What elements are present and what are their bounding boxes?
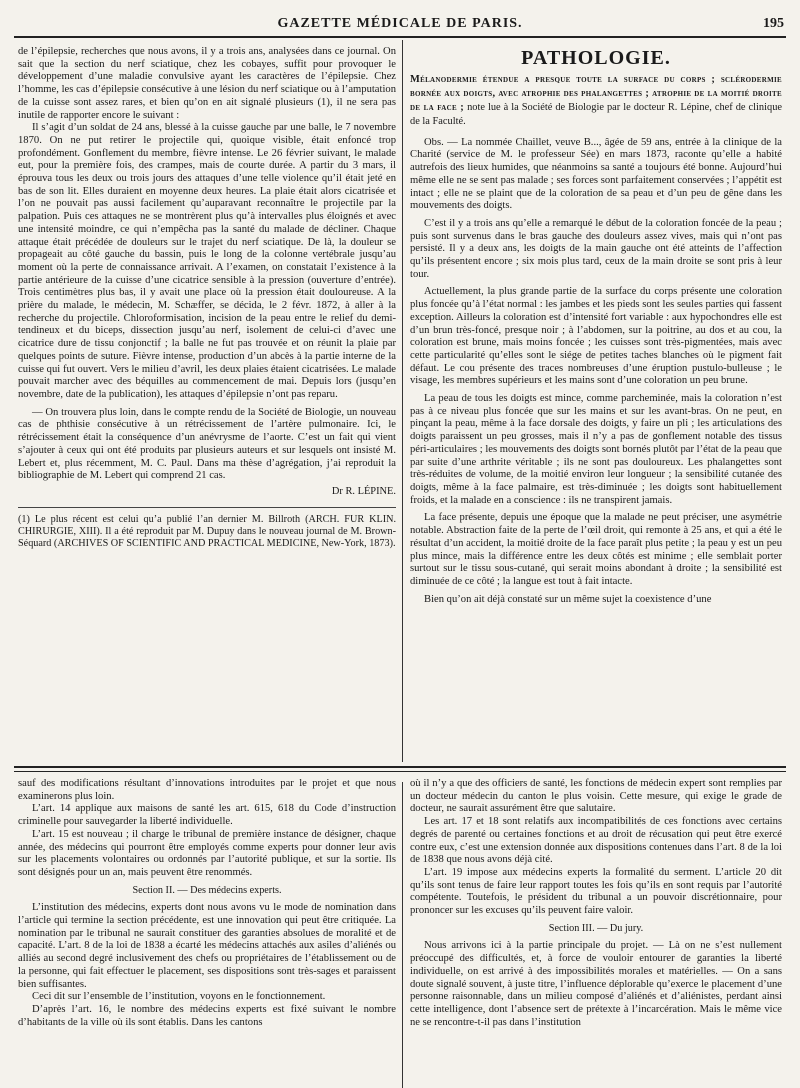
section-heading: Section III. — Du jury. <box>548 922 644 934</box>
paragraph: La peau de tous les doigts est mince, comme parcheminée, mais la coloration n’est pas à ce niveau plus foncée que sur les mains et sur les avant-bras. On ne peut, en pinçant la peau, même à la face dorsale des doigts, y faire un pli ; les articulations des doigts paraissent un peu grosses, mais il n’y a pas de gonflement notable des tissus péri-articulaires ; les mouvements des doigts sont bornés plutôt par l’état de la peau que par suite d’une arthrite véritable ; ils ne sont pas douloureux. Les phalangettes sont très-réduites de volume, de la moitié environ leur longueur ; la sensibilité cutanée des doigts, même à la face palmaire, est très-diminuée ; les doigts sont habituellement froids, et la malade en a conscience : ils ne transpirent jamais. <box>410 393 782 506</box>
paragraph: Actuellement, la plus grande partie de la surface du corps présente une coloration plus foncée qu’à l’état normal : les jambes et les pieds sont les seules parties qui fassent exception. Ailleurs la coloration est d’intensité fort variable : aux hypochondres elle est d’un brun très-foncé, presque noir ; à l’abdomen, sur la poitrine, au dos et au cou, la coloration est brune, mais moins foncée ; les cuisses sont très-pigmentées, mais avec cette particularité qu’elles sont le siége de petites taches blanches où le pigment fait défaut. Le cou présente des traces nombreuses d’une éruption pustulo-bulleuse ; le visage, les membres supérieurs et les mains sont d’une coloration un peu brune. <box>410 286 782 387</box>
column-right-bottom <box>410 778 782 1088</box>
paragraph: — On trouvera plus loin, dans le compte rendu de la Société de Biologie, un nouveau cas de phthisie consécutive à un rétrécissement de l’artère pulmonaire. Ici, le rétrécissement était la conséquence d’un anévrysme de l’aorte. C’est un fait qui vient s’ajouter à ceux qui ont été produits par plusieurs auteurs et sur lesquels ont insisté M. Lebert et, plus récemment, M. C. Paul. Dans ma thèse d’agrégation, j’ai reproduit la bibliographie de M. Lebert qui comprend 21 cas. <box>18 406 396 482</box>
paragraph: où il n’y a que des officiers de santé, les fonctions de médecin expert sont remplies par un docteur médecin du canton le plus voisin. Cette mesure, qui exige le grade de docteur, ne saurait assurément être que salutaire. <box>410 778 782 815</box>
paragraph: C’est il y a trois ans qu’elle a remarqué le début de la coloration foncée de la peau ; puis sont survenus dans le bras gauche des douleurs assez vives, mais qui n’ont pas persisté. Il y a deux ans, les doigts de la main gauche ont été atteints de l’affection qu’ils présentent encore ; six mois plus tard, ceux de la main droite se sont pris à leur tour. <box>410 217 782 280</box>
footnote: (1) Le plus récent est celui qu’a publié l’an dernier M. Billroth (ARCH. FUR KLIN. CHIRURGIE, XIII). Il a été reproduit par M. Dupuy dans le nouveau journal de M. Brown-Séquard (ARCHIVES OF SCIENTIFIC AND PRACTICAL MEDICINE, New-York, 1873). <box>18 507 396 551</box>
article-subtitle <box>410 73 782 129</box>
paragraph: Nous arrivons ici à la partie principale du projet. — Là on ne s’est nullement préoccupé des difficultés, et, à force de vouloir entourer de garanties la liberté individuelle, on est arrivé à des impossibilités morales et matérielles. — On a sans doute signalé souvent, à juste titre, l’influence déplorable qu’exerce le placement d’une personne raisonnable, dans un milieu composé d’aliénés et d’aliénistes, perdant ainsi cette intelligence, dont l’absence sert de prétexte à l’incarcération. Mais le même vice ne se rencontre-t-il pas dans l’institution <box>410 940 782 1028</box>
paragraph: L’institution des médecins, experts dont nous avons vu le mode de nomination dans l’article qui termine la section précédente, est une innovation qui peut être critiquée. La nomination par le tribunal ne saurait constituer des garanties absolues de moralité et de capacité. L’art. 8 de la loi de 1838 a écarté les médecins attachés aux asiles d’aliénés ou alliés au second degré inclusivement des chefs ou propriétaires de l’établissement ou de la personne, qui fait effectuer le placement, ses dispositions sont très-sages et paraissent bien suffisantes. <box>18 902 396 990</box>
column-divider-top <box>402 40 403 762</box>
paragraph: L’art. 15 est nouveau ; il charge le tribunal de première instance de désigner, chaque année, des médecins qui pourront être employés comme experts pour donner leur avis sur les placements volontaires ou ordonnés par l’autorité publique, et sur la sortie. Ils sont désignés pour un an, mais peuvent être renommés. <box>18 828 396 878</box>
author-signature: Dr R. LÉPINE. <box>331 485 396 497</box>
paragraph: L’art. 19 impose aux médecins experts la formalité du serment. L’article 20 dit qu’ils sont tenus de faire leur rapport toutes les fois qu’ils en sont requis par l’autorité compétente. Toutefois, le président du tribunal a un pouvoir discrétionnaire, pour prononcer sur les excuses qu’ils peuvent faire valoir. <box>410 866 782 917</box>
paragraph: Bien qu’on ait déjà constaté sur un même sujet la coexistence d’une <box>424 593 712 605</box>
paragraph: Ceci dit sur l’ensemble de l’institution, voyons en le fonctionnement. <box>32 991 326 1003</box>
column-divider-bottom <box>402 782 403 1088</box>
page-number: 195 <box>763 16 784 31</box>
paragraph: La face présente, depuis une époque que la malade ne peut préciser, une asymétrie notable. Abstraction faite de la perte de l’œil droit, qui remonte à 25 ans, et qui a été le résultat d’un accident, la moitié droite de la face paraît plus petite ; la peau y est un peu plus mince, mais la différence entre les deux côtés est minime ; elle semblait porter surtout sur le tissu sous-cutané, qui serait moins abondant à droite ; la sensibilité est diminuée de ce côté ; la langue est tout à fait intacte. <box>410 512 782 587</box>
section-divider <box>14 766 786 772</box>
section-title: PATHOLOGIE. <box>521 47 671 69</box>
column-left-top <box>18 46 396 716</box>
column-left-bottom <box>18 778 396 1088</box>
paragraph: D’après l’art. 16, le nombre des médecins experts est fixé suivant le nombre d’habitants de la ville où ils sont établis. Dans les cantons <box>18 1003 396 1028</box>
newspaper-page <box>14 0 786 1088</box>
paragraph: Obs. — La nommée Chaillet, veuve B..., âgée de 59 ans, entrée à la clinique de la Charité (service de M. le professeur Sée) en mars 1873, raconte qu’elle a habité autrefois des lieux humides, que néanmoins sa santé a toujours été bonne. Aujourd’hui même elle ne se sent pas malade ; ses forces sont parfaitement conservées ; l’appétit est intact ; elle ne se plaint que de la coloration de sa peau et d’un peu de gêne dans les mouvements des doigts. <box>410 136 782 212</box>
paragraph: Les art. 17 et 18 sont relatifs aux incompatibilités de ces fonctions avec certains degrés de parenté ou certaines fonctions et au droit de récusation qui peut être exercé contre eux, c’est une extension donnée aux dispositions contenues dans l’art. 8 de la loi de 1838 que nous avons déjà cité. <box>410 816 782 866</box>
subtitle-rest: note lue à la Société de Biologie par le docteur R. Lépine, chef de clinique de la Faculté. <box>410 101 782 127</box>
paragraph: L’art. 14 applique aux maisons de santé les art. 615, 618 du Code d’instruction criminelle pour sauvegarder la liberté individuelle. <box>18 803 396 828</box>
journal-title: GAZETTE MÉDICALE DE PARIS. <box>277 16 523 31</box>
page-header <box>14 14 786 38</box>
paragraph: Il s’agit d’un soldat de 24 ans, blessé à la cuisse gauche par une balle, le 7 novembre 1870. On ne put retirer le projectile qui, quoique visible, était enfoncé trop profondément. Gonflement du membre, fièvre intense. Le 26 février suivant, le malade eut, pour la première fois, des crampes, mais de courte durée. A partir du 3 mars, il éprouva tous les deux ou trois jours des attaques d’une telle violence qu’il était jeté en bas de son lit. Elles duraient en moyenne deux heures. La plaie était alors cicatrisée et l’on ne pouvait pas aussi facilement qu’auparavant reconnaître le projectile par la palpation. Puis ces attaques ne se montrèrent plus qu’à intervalles plus éloignés et avec une intensité moindre, ce qui n’empêcha pas la santé du malade de décliner. Chaque attaque était précédée de douleurs sur le trajet du nerf sciatique. De là, la douleur se propageait au côté gauche du bassin, puis le long de la colonne vertébrale jusqu’au moment où la perte de connaissance arrivait. A l’examen, on constatait l’existence à la partie antérieure de la cuisse d’une cicatrice sensible à la pression (ouverture d’entrée). Trois centimètres plus bas, il y avait une place où la pression était douloureuse. A la prière du malade, le médecin, M. Schæffer, se décida, le 2 févr. 1872, à aller à la recherche du projectile. Chloroformisation, incision de la peau entre le relief du demi-tendineux et du biceps, dissection jusqu’au nerf, isolement de celui-ci d’avec une cicatrice dure de tissu conjonctif ; la balle ne fut pas trouvée et on réunit la plaie par quelques points de suture. Fièvre intense, production d’un abcès à la partie interne de la cuisse qui fut ouvert. Vers le milieu d’avril, les deux plaies étaient cicatrisées. Le malade pouvait marcher avec des béquilles au commencement de mai. Depuis lors (jusqu’en novembre, date de la publication), les attaques d’épilepsie n’ont pas reparu. <box>18 122 396 400</box>
paragraph: sauf des modifications résultant d’innovations introduites par le projet et que nous examinerons plus loin. <box>18 778 396 802</box>
subtitle-caps: Mélanodermie étendue a presque toute la surface du corps ; sclérodermie bornée aux doigts, avec atrophie des phalangettes ; atrophie de la moitié droite de la face ; <box>410 73 782 113</box>
column-right-top <box>410 46 782 760</box>
paragraph: de l’épilepsie, recherches que nous avons, il y a trois ans, analysées dans ce journal. On sait que la section du nerf sciatique, chez les cobayes, suffit pour provoquer le développement d’une maladie convulsive ayant les caractères de l’épilepsie. Chez l’homme, les cas d’épilepsie consécutive à une lésion du nerf sciatique ou à l’amputation de la cuisse sont assez rares, et bien qu’on en ait signalé plusieurs (1), il ne sera pas inutile de rapporter encore le suivant : <box>18 46 396 121</box>
section-heading: Section II. — Des médecins experts. <box>132 884 282 896</box>
